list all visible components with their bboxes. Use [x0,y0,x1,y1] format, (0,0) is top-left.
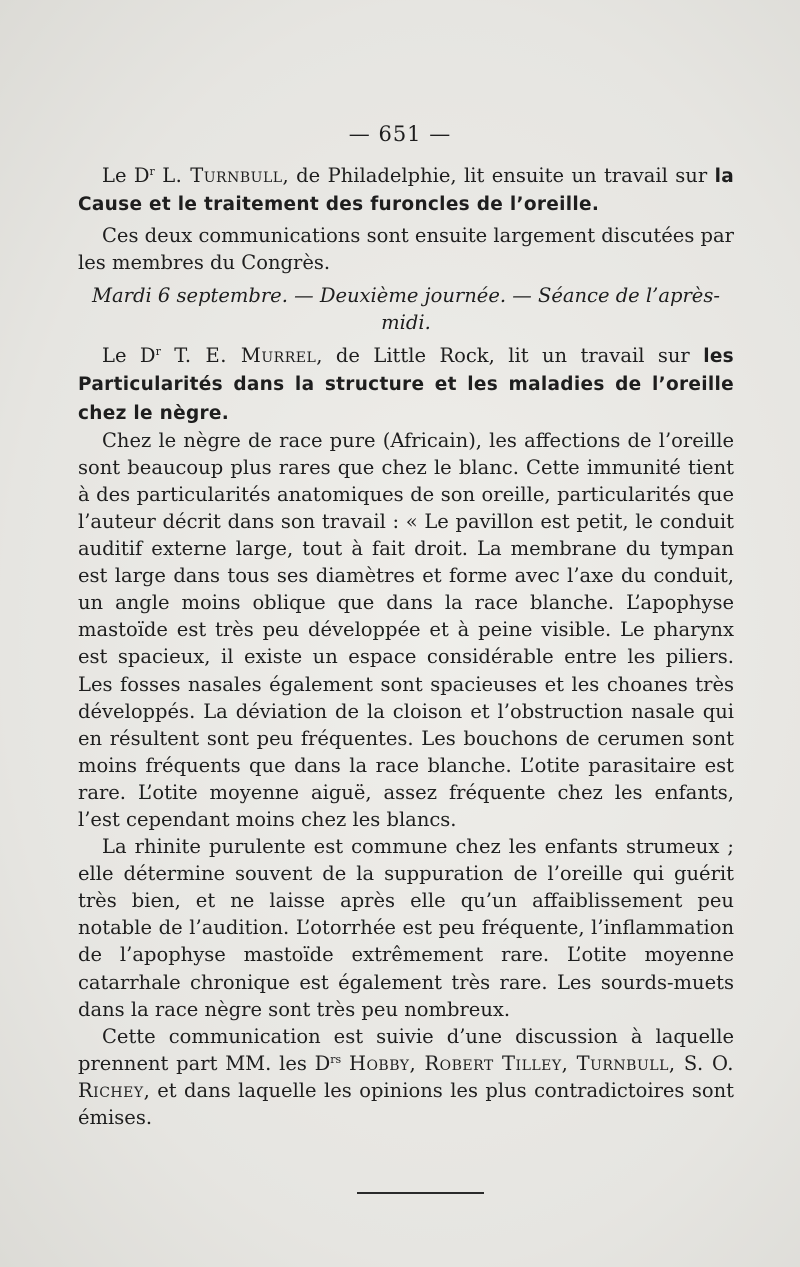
superscript: r [149,165,155,178]
participant-names: Hobby, Robert Tilley, Turnbull, S. O. Richey [78,1051,734,1102]
text-run: Cette communication est suivie d’une discussion à laquelle prennent part MM. les D [78,1024,734,1075]
text-run: Le D [102,344,156,368]
paragraph-turnbull [78,162,734,218]
author-name: L. Turnbull [162,164,283,187]
paragraph-discussion: Ces deux communications sont ensuite largement discutées par les membres du Congrès. [78,224,734,275]
paper-title: les Particularités dans la structure et les maladies de l’oreille chez le nègre. [78,346,734,424]
paragraph-anatomy: Chez le nègre de race pure (Africain), les affections de l’oreille sont beaucoup plus rares que chez le blanc. Cette immunité tient à des particularités anatomiques de son oreille, particularités que l’auteur décrit dans son travail : « Le pavillon est petit, le conduit auditif externe large, tout à fait droit. La membrane du tympan est large dans tous ses diamètres et forme avec l’axe du conduit, un angle moins oblique que dans la race blanche. L’apophyse mastoïde est très peu développée et à peine visible. Le pharynx est spacieux, il existe un espace considérable entre les piliers. Les fosses nasales également sont spacieuses et les choanes très développés. La déviation de la cloison et l’obstruction nasale qui en résultent sont peu fréquentes. Les bouchons de cerumen sont moins fréquents que dans la race blanche. L’otite parasitaire est rare. L’otite moyenne aiguë, assez fréquente chez les enfants, l’est cependant moins chez les blancs. [78,428,734,831]
paragraph-murrel [78,342,734,426]
text-run: , de Little Rock, lit un travail sur [316,344,704,368]
page-number: — 651 — [348,122,452,146]
text-run: , de Philadelphie, lit ensuite un travail sur [282,164,715,187]
superscript: r [155,345,161,359]
paper-title: la Cause et le traitement des furoncles de l’oreille. [78,166,734,216]
paragraph-closing [78,1023,734,1131]
session-heading-line2: midi. [381,311,431,335]
text-run: , et dans laquelle les opinions les plus contradictoires sont émises. [78,1078,734,1129]
body-text [78,162,734,1131]
session-heading [78,282,734,336]
paragraph-rhinitis: La rhinite purulente est commune chez les enfants strumeux ; elle détermine souvent de la suppuration de l’oreille qui guérit très bien, et ne laisse après elle qu’un affaiblissement peu notable de l’audition. L’otorrhée est peu fréquente, l’inflammation de l’apophyse mastoïde extrêmement rare. L’otite moyenne catarrhale chronique est également très rare. Les sourds-muets dans la race nègre sont très peu nombreux. [78,835,734,1021]
author-name: T. E. Murrel [174,344,317,368]
section-end-rule [357,1192,484,1194]
text-run: Le D [102,164,150,187]
superscript: rs [330,1052,342,1066]
session-heading-line1: Mardi 6 septembre. — Deuxième journée. — Séance de l’après- [92,284,720,308]
